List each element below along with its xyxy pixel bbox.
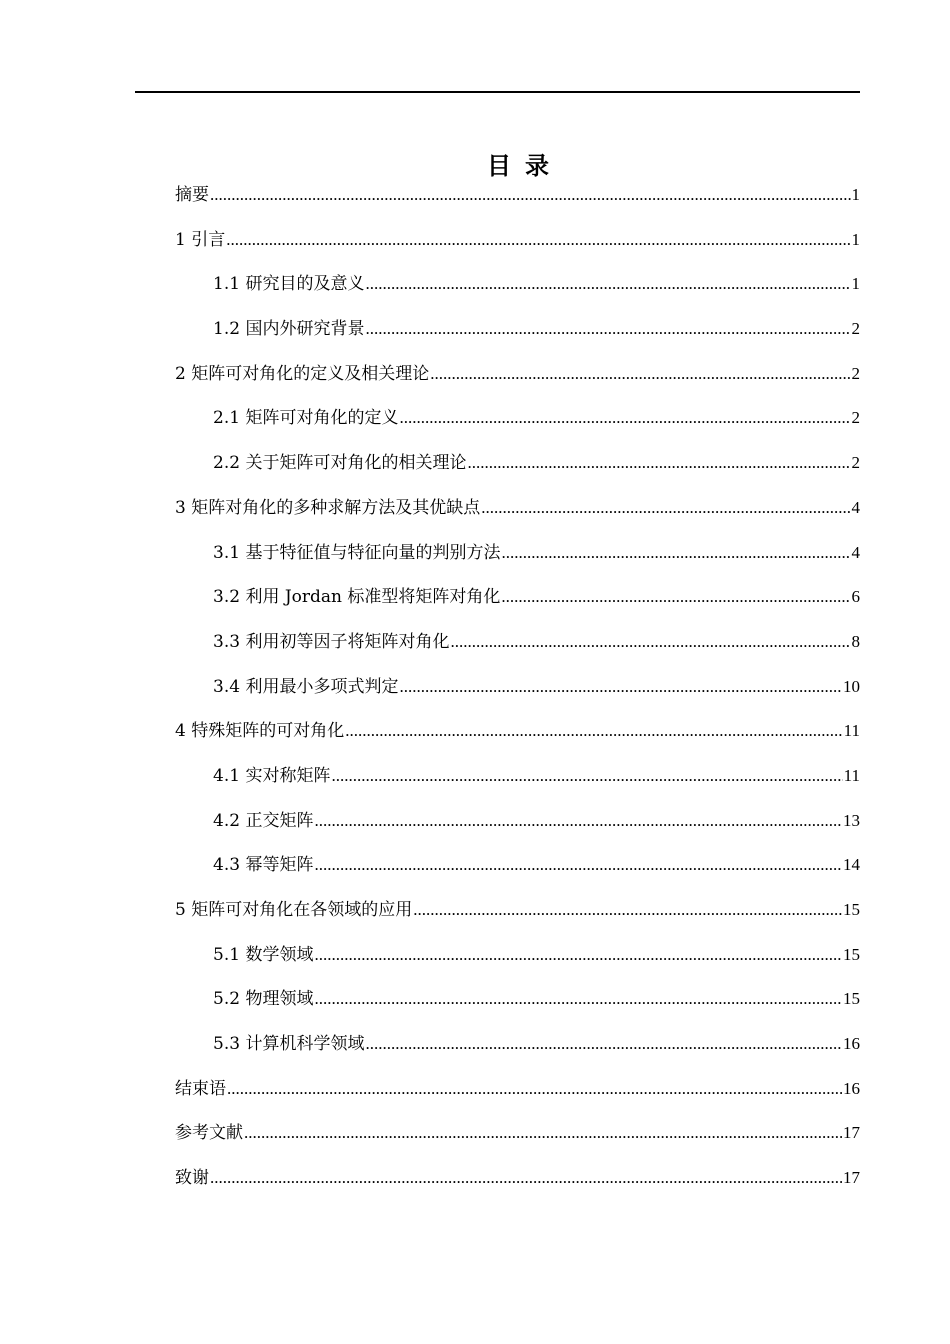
toc-entry-label: 5.1 数学领域 [213,944,314,965]
toc-dot-leader [481,486,850,531]
toc-entry-label: 摘要 [175,185,209,205]
toc-dot-leader [501,575,850,620]
toc-entry-label: 3 矩阵对角化的多种求解方法及其优缺点 [175,497,481,518]
toc-entry[interactable] [175,709,860,754]
toc-dot-leader [467,441,850,486]
toc-entry-label: 3.3 利用初等因子将矩阵对角化 [213,631,450,652]
toc-entry-page-number: 14 [843,855,860,875]
toc-entry-page-number: 2 [851,453,860,473]
toc-dot-leader [331,754,842,799]
toc-entry[interactable] [175,531,860,576]
toc-entry-page-number: 16 [843,1034,860,1054]
toc-dot-leader [399,665,842,710]
toc-entry-page-number: 1 [851,229,860,249]
toc-entry-page-number: 1 [851,185,860,204]
toc-dot-leader [210,173,851,218]
toc-entry[interactable] [175,754,860,799]
toc-entry-label: 3.2 利用 Jordan 标准型将矩阵对角化 [213,587,501,608]
toc-entry-page-number: 16 [843,1078,860,1098]
toc-entry[interactable] [175,977,860,1022]
toc-entry-page-number: 17 [843,1123,860,1143]
toc-entry-label: 5 矩阵可对角化在各领域的应用 [175,900,413,920]
toc-entry-page-number: 17 [843,1168,860,1188]
toc-dot-leader [413,888,842,933]
toc-entry-page-number: 6 [851,587,860,607]
toc-entry-label: 3.1 基于特征值与特征向量的判别方法 [213,542,501,563]
toc-dot-leader [430,352,850,397]
toc-entry[interactable] [175,173,860,218]
toc-entry[interactable] [175,888,860,933]
toc-dot-leader [365,262,850,307]
toc-dot-leader [210,1156,842,1201]
toc-dot-leader [365,1022,842,1067]
toc-entry-page-number: 15 [843,900,860,919]
toc-entry-label: 2.2 关于矩阵可对角化的相关理论 [213,453,467,474]
toc-entry-page-number: 8 [851,631,860,651]
toc-entry-page-number: 13 [843,810,860,830]
toc-dot-leader [345,709,842,754]
toc-entry-label: 参考文献 [175,1123,243,1144]
toc-entry-page-number: 10 [843,676,860,696]
toc-entry[interactable] [175,307,860,352]
toc-entry-page-number: 15 [843,989,860,1009]
toc-entry-label: 1.1 研究目的及意义 [213,274,365,295]
toc-entry-page-number: 2 [851,363,860,383]
toc-entry-label: 1.2 国内外研究背景 [213,319,365,340]
toc-entry[interactable] [175,262,860,307]
toc-entry[interactable] [175,1111,860,1156]
toc-entry[interactable] [175,665,860,710]
toc-dot-leader [227,1067,842,1112]
toc-entry[interactable] [175,441,860,486]
toc-dot-leader [244,1111,842,1156]
toc-entry[interactable] [175,575,860,620]
page-title: 目录 [487,151,563,181]
toc-entry[interactable] [175,1156,860,1201]
toc-entry-label: 4 特殊矩阵的可对角化 [175,721,345,742]
toc-entry[interactable] [175,843,860,888]
toc-entry[interactable] [175,1022,860,1067]
toc-entry-label: 2 矩阵可对角化的定义及相关理论 [175,363,430,384]
toc-entry-label: 4.1 实对称矩阵 [213,765,331,786]
toc-entry-label: 结束语 [175,1078,226,1099]
toc-entry-page-number: 1 [851,274,860,294]
toc-dot-leader [314,933,842,978]
toc-dot-leader [450,620,850,665]
toc-entry[interactable] [175,352,860,397]
toc-entry[interactable] [175,799,860,844]
toc-entry-page-number: 11 [843,721,860,741]
toc-entry[interactable] [175,1067,860,1112]
toc-entry-page-number: 11 [843,765,860,785]
toc-entry[interactable] [175,218,860,263]
toc-entry[interactable] [175,620,860,665]
toc-dot-leader [365,307,850,352]
toc-entry[interactable] [175,933,860,978]
toc-entry-label: 5.3 计算机科学领域 [213,1034,365,1055]
toc-entry-label: 4.2 正交矩阵 [213,810,314,831]
toc-entry-page-number: 4 [851,542,860,562]
toc-entry-label: 5.2 物理领域 [213,989,314,1010]
toc-dot-leader [501,531,850,576]
toc-entry-label: 1 引言 [175,229,226,250]
toc-entry-label: 3.4 利用最小多项式判定 [213,676,399,697]
toc-dot-leader [226,218,850,263]
header-rule [135,91,860,93]
toc-entry-page-number: 15 [843,944,860,964]
table-of-contents [175,173,860,1201]
toc-entry-page-number: 4 [851,497,860,517]
toc-entry-label: 致谢 [175,1168,209,1189]
toc-entry-label: 2.1 矩阵可对角化的定义 [213,408,399,429]
toc-entry-label: 4.3 幂等矩阵 [213,855,314,876]
toc-dot-leader [314,843,842,888]
toc-entry[interactable] [175,486,860,531]
toc-entry-page-number: 2 [851,319,860,339]
toc-entry[interactable] [175,396,860,441]
toc-entry-page-number: 2 [851,408,860,428]
toc-dot-leader [314,799,842,844]
toc-dot-leader [399,396,850,441]
toc-dot-leader [314,977,842,1022]
